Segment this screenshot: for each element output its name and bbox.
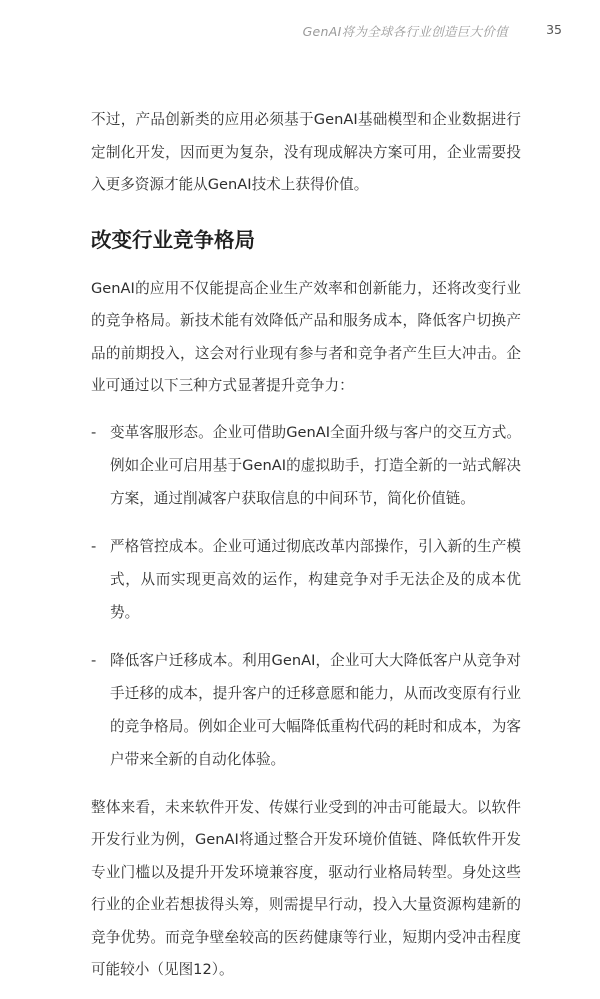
bullet-marker: -	[91, 537, 97, 555]
bullet-list	[91, 416, 521, 776]
list-item-text: 变革客服形态。企业可借助GenAI全面升级与客户的交互方式。例如企业可启用基于GenAI的虚拟助手，打造全新的一站式解决方案，通过削减客户获取信息的中间环节，简化价值链。	[110, 423, 521, 507]
intro-paragraph: 不过，产品创新类的应用必须基于GenAI基础模型和企业数据进行定制化开发，因而更为复杂，没有现成解决方案可用，企业需要投入更多资源才能从GenAI技术上获得价值。	[91, 111, 521, 193]
list-item	[91, 530, 521, 629]
lead-paragraph: GenAI的应用不仅能提高企业生产效率和创新能力，还将改变行业的竞争格局。新技术能有效降低产品和服务成本，降低客户切换产品的前期投入，这会对行业现有参与者和竞争者产生巨大冲击。企业可通过以下三种方式显著提升竞争力：	[91, 279, 521, 394]
list-item-text: 降低客户迁移成本。利用GenAI，企业可大大降低客户从竞争对手迁移的成本，提升客户的迁移意愿和能力，从而改变原有行业的竞争格局。例如企业可大幅降低重构代码的耗时和成本，为客户带来全新的自动化体验。	[110, 651, 521, 768]
page-header	[0, 22, 600, 42]
closing-paragraph: 整体来看，未来软件开发、传媒行业受到的冲击可能最大。以软件开发行业为例，GenAI将通过整合开发环境价值链、降低软件开发专业门槛以及提升开发环境兼容度，驱动行业格局转型。身处这些行业的企业若想拔得头筹，则需提早行动，投入大量资源构建新的竞争优势。而竞争壁垒较高的医药健康等行业，短期内受冲击程度可能较小（见图12）。	[91, 798, 521, 978]
bullet-marker: -	[91, 651, 97, 669]
page-number: 35	[546, 22, 562, 37]
list-item-text: 严格管控成本。企业可通过彻底改革内部操作，引入新的生产模式，从而实现更高效的运作，构建竞争对手无法企及的成本优势。	[110, 537, 521, 621]
running-title: GenAI将为全球各行业创造巨大价值	[302, 24, 508, 39]
bullet-marker: -	[91, 423, 97, 441]
section-heading: 改变行业竞争格局	[91, 227, 255, 252]
page-body	[91, 104, 521, 987]
list-item	[91, 416, 521, 515]
list-item	[91, 644, 521, 776]
